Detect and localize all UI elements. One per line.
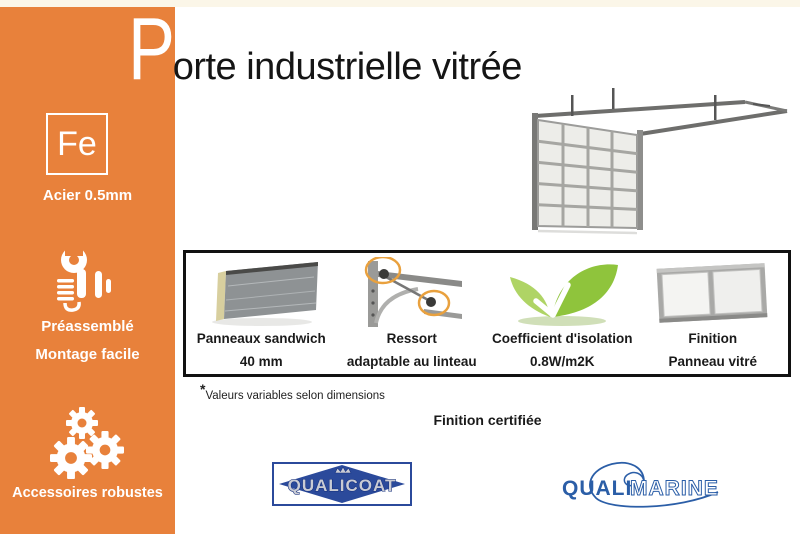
tools-icon	[55, 245, 119, 320]
feature-finition	[638, 253, 789, 374]
qualicoat-text: QUALICOAT	[287, 476, 397, 495]
certification-heading: Finition certifiée	[433, 412, 542, 428]
accessoires-label: Accessoires robustes	[12, 485, 163, 501]
feature-value: adaptable au linteau	[346, 354, 477, 369]
footnote-text: Valeurs variables selon dimensions	[205, 389, 385, 402]
preassemble-label: Préassemblé	[41, 318, 134, 335]
spring-mechanism-icon	[356, 257, 468, 329]
montage-label: Montage facile	[35, 346, 140, 363]
acier-label: Acier 0.5mm	[42, 187, 133, 204]
feature-label: Ressort	[386, 331, 437, 346]
qualimarine-outline-text: MARINE	[630, 477, 719, 500]
feature-panneaux	[186, 253, 337, 374]
glazed-panel-icon	[652, 257, 774, 329]
feature-label: Panneaux sandwich	[196, 331, 326, 346]
fe-symbol: Fe	[57, 124, 97, 163]
title-text: orte industrielle vitrée	[172, 46, 522, 88]
qualicoat-logo	[272, 462, 412, 511]
qualimarine-solid-text: QUALI	[562, 477, 633, 500]
feature-isolation	[487, 253, 638, 374]
fe-steel-icon	[46, 113, 108, 175]
footnote	[200, 381, 385, 402]
sandwich-panel-icon	[196, 257, 326, 329]
door-illustration	[498, 80, 796, 253]
feature-label: Finition	[688, 331, 738, 346]
footnote-asterisk: *	[200, 381, 206, 397]
title-initial: P	[128, 0, 175, 98]
feature-box	[183, 250, 791, 377]
feature-ressort	[337, 253, 488, 374]
green-leaves-icon	[500, 257, 624, 329]
qualimarine-logo	[556, 458, 732, 515]
feature-value: 0.8W/m2K	[529, 354, 595, 369]
feature-value: 40 mm	[239, 354, 283, 369]
feature-label: Coefficient d'isolation	[492, 331, 633, 346]
page-title	[128, 0, 522, 100]
gears-icon	[44, 405, 126, 488]
feature-value: Panneau vitré	[668, 354, 758, 369]
